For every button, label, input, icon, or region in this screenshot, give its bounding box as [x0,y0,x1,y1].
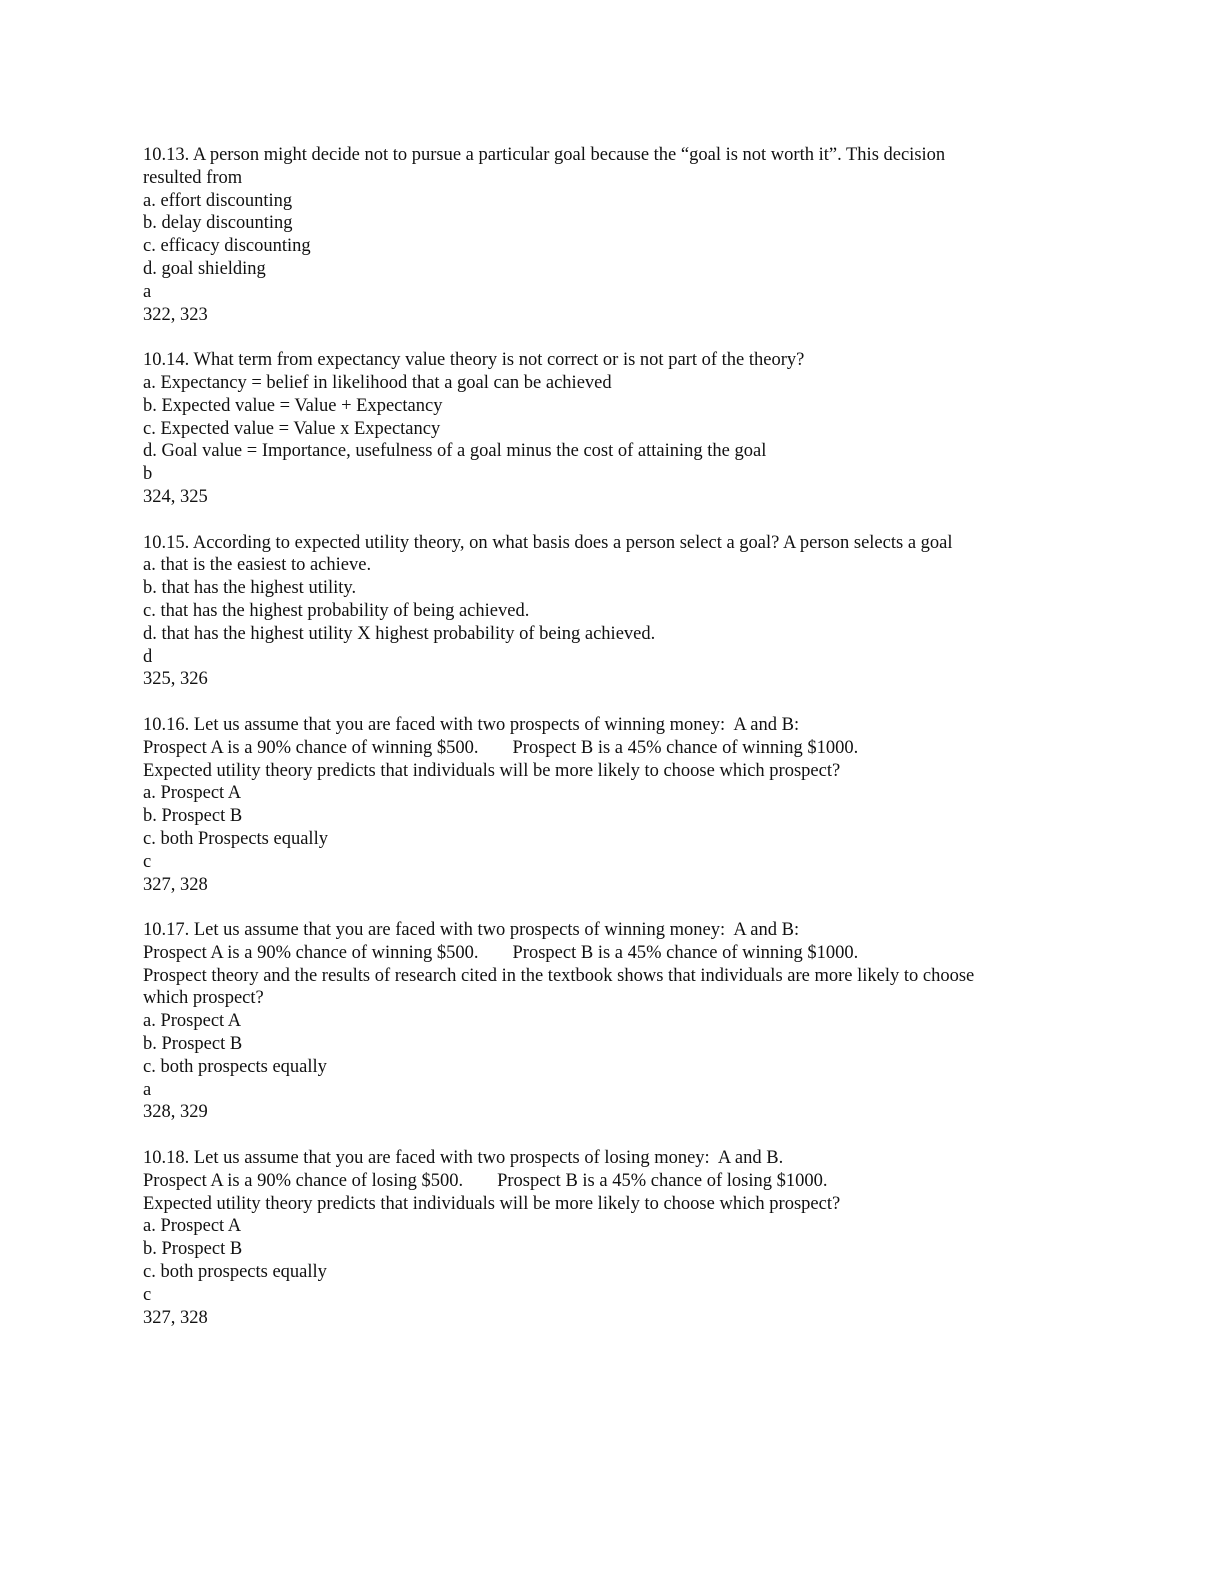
answer-option: b. Prospect B [143,1239,243,1260]
prospects-line [143,1170,1063,1193]
correct-answer: c [143,1284,152,1305]
question-stem: Expected utility theory predicts that individuals will be more likely to choose which prospect? [143,760,841,781]
correct-answer: c [143,851,152,872]
question-stem: 10.15. According to expected utility theory, on what basis does a person select a goal? A person selects a goal [143,532,953,553]
page-reference: 328, 329 [143,1102,208,1123]
question-block [143,1147,1063,1329]
question-block [143,144,1063,326]
question-stem: 10.16. Let us assume that you are faced with two prospects of winning money: A and B: [143,714,800,735]
answer-option: d. that has the highest utility X highest probability of being achieved. [143,623,656,644]
answer-option: c. both prospects equally [143,1056,327,1077]
page-reference: 327, 328 [143,874,208,895]
question-block [143,919,1063,1124]
correct-answer: d [143,646,153,667]
answer-option: b. delay discounting [143,213,293,234]
answer-option: a. Expectancy = belief in likelihood that a goal can be achieved [143,372,612,393]
question-stem: 10.17. Let us assume that you are faced with two prospects of winning money: A and B: [143,920,800,941]
correct-answer: a [143,1079,152,1100]
answer-option: b. that has the highest utility. [143,578,357,599]
answer-option: b. Prospect B [143,806,243,827]
question-stem: 10.14. What term from expectancy value theory is not correct or is not part of the theory? [143,350,805,371]
answer-option: a. Prospect A [143,783,242,804]
answer-option: c. both prospects equally [143,1262,327,1283]
page-reference: 322, 323 [143,304,208,325]
prospect-b: Prospect B is a 45% chance of winning $1000. [512,942,859,963]
question-stem: which prospect? [143,988,264,1009]
correct-answer: b [143,464,153,485]
question-stem: resulted from [143,167,243,188]
page-reference: 325, 326 [143,669,208,690]
answer-option: c. that has the highest probability of being achieved. [143,600,530,621]
question-block [143,532,1063,692]
correct-answer: a [143,281,152,302]
question-block [143,349,1063,509]
answer-option: d. goal shielding [143,258,266,279]
prospect-a: Prospect A is a 90% chance of winning $500. [143,942,479,963]
prospect-a: Prospect A is a 90% chance of winning $500. [143,737,479,758]
prospects-line [143,942,1063,965]
question-stem: Prospect theory and the results of research cited in the textbook shows that individuals are more likely to choose [143,965,975,986]
answer-option: a. that is the easiest to achieve. [143,555,372,576]
answer-option: a. effort discounting [143,190,293,211]
prospect-b: Prospect B is a 45% chance of losing $1000. [497,1170,828,1191]
page-reference: 327, 328 [143,1307,208,1328]
answer-option: a. Prospect A [143,1011,242,1032]
answer-option: c. efficacy discounting [143,236,311,257]
page-reference: 324, 325 [143,486,208,507]
question-stem: Expected utility theory predicts that individuals will be more likely to choose which prospect? [143,1193,841,1214]
answer-option: b. Prospect B [143,1034,243,1055]
prospect-b: Prospect B is a 45% chance of winning $1000. [512,737,859,758]
document-page [143,144,1063,1352]
prospects-line [143,737,1063,760]
answer-option: b. Expected value = Value + Expectancy [143,395,443,416]
prospect-a: Prospect A is a 90% chance of losing $500. [143,1170,464,1191]
question-stem: 10.18. Let us assume that you are faced with two prospects of losing money: A and B. [143,1148,784,1169]
question-stem: 10.13. A person might decide not to pursue a particular goal because the “goal is not worth it”. This decision [143,145,946,165]
question-block [143,714,1063,896]
answer-option: d. Goal value = Importance, usefulness of a goal minus the cost of attaining the goal [143,441,767,462]
answer-option: c. Expected value = Value x Expectancy [143,418,441,439]
answer-option: c. both Prospects equally [143,828,328,849]
answer-option: a. Prospect A [143,1216,242,1237]
